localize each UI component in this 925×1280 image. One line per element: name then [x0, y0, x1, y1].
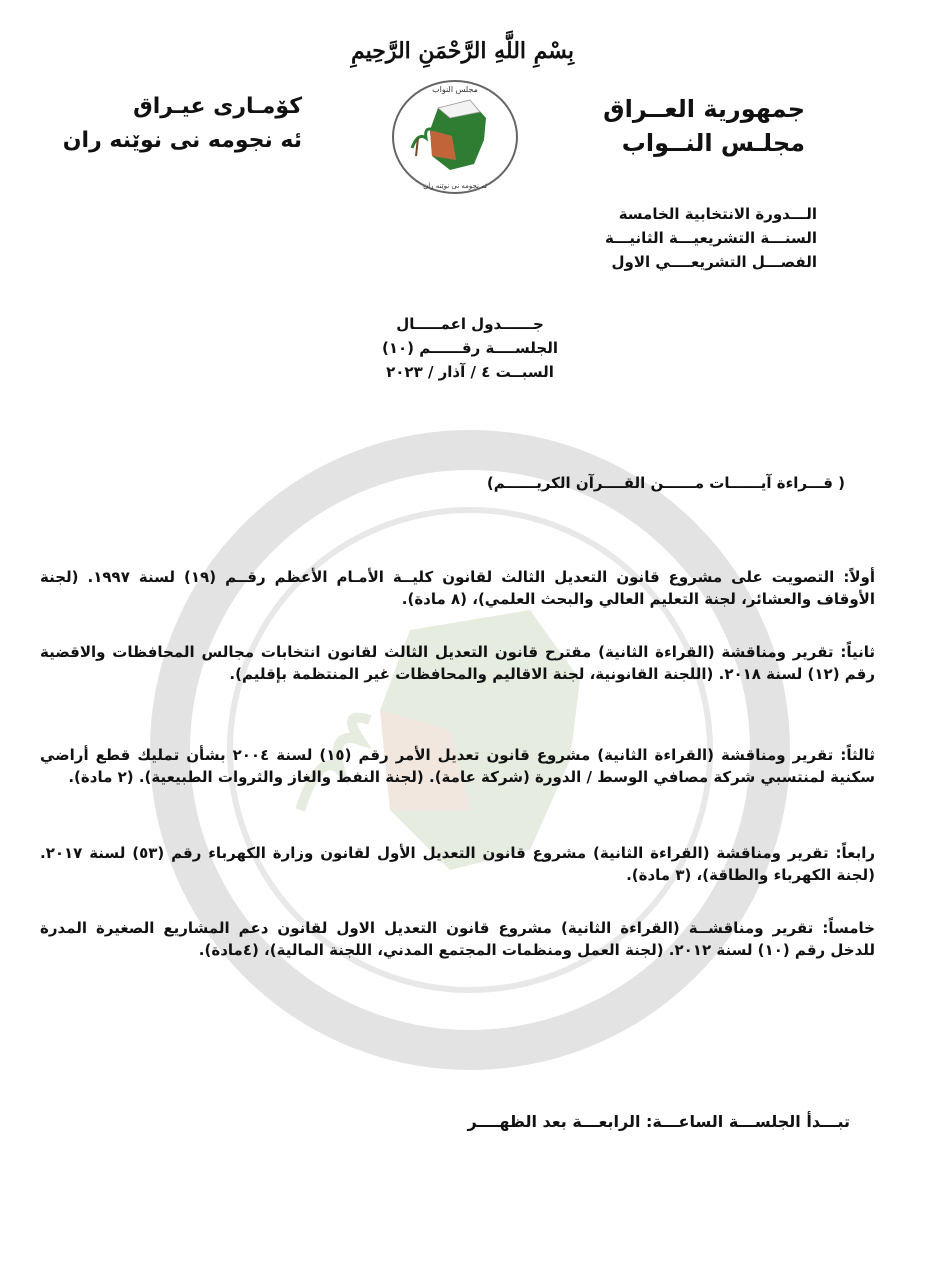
agenda-item-text: التصويت على مشروع قانون التعديل الثالث لقانون كليــة الأمـام الأعظم رقــم (١٩) لسنة ١٩٩٧. (لجنة الأوقاف والعشائر، لجنة التعليم العالي والبحث العلمي)، (٨ مادة).	[40, 568, 875, 608]
header-kurdish	[62, 90, 302, 158]
parliament-logo-icon	[390, 78, 520, 196]
header-kurdish-council: ئه نجومه نی نوێنه ران	[62, 128, 302, 153]
agenda-heading	[300, 312, 640, 384]
agenda-item-label: ثالثاً:	[840, 746, 875, 764]
logo-bottom-text: ئه نجومه نی نوێنه ران	[423, 182, 487, 190]
agenda-item-label: رابعاً:	[835, 844, 875, 862]
agenda-item-text: تقرير ومناقشة (القراءة الثانية) مقترح قانون التعديل الثالث لقانون انتخابات مجالس المحافظات والاقضية رقم (١٢) لسنة ٢٠١٨. (اللجنة القانونية، لجنة الاقاليم والمحافظات غير المنتظمة بإقليم).	[40, 643, 875, 683]
electoral-cycle: الـــدورة الانتخابية الخامسة	[618, 205, 817, 223]
session-info	[605, 202, 817, 274]
logo-top-text: مجلس النواب	[432, 85, 478, 94]
agenda-session-number: الجلســــة رقــــــم (١٠)	[381, 339, 559, 357]
agenda-title: جــــــدول اعمـــــال	[396, 315, 544, 333]
agenda-item-3	[40, 744, 875, 788]
header-arabic	[603, 92, 805, 160]
basmala: بِسْمِ اللَّهِ الرَّحْمَنِ الرَّحِيمِ	[350, 38, 575, 64]
header-council: مجلـس النــواب	[621, 129, 805, 157]
agenda-item-text: تقرير ومناقشة (القراءة الثانية) مشروع قانون تعديل الأمر رقم (١٥) لسنة ٢٠٠٤ بشأن تمليك قطع أراضي سكنية لمنتسبي شركة مصافي الوسط / الدورة (شركة عامة). (لجنة النفط والغاز والثروات الطبيعية). (٢ مادة).	[40, 746, 875, 786]
agenda-item-text: تقرير ومناقشة (القراءة الثانية) مشروع قانون التعديل الأول لقانون وزارة الكهرباء رقم (٥٣) لسنة ٢٠١٧. (لجنة الكهرباء والطاقة)، (٣ مادة).	[40, 844, 875, 884]
agenda-item-label: أولاً:	[843, 568, 875, 586]
quran-recitation: ( قـــراءة آيــــــات مــــــن القــــرآن الكريــــــم)	[486, 474, 845, 492]
header-republic: جمهورية العــراق	[603, 95, 805, 123]
header-kurdish-republic: كۆمـاری عیـراق	[133, 94, 302, 119]
agenda-date: السبــت ٤ / آذار / ٢٠٢٣	[386, 363, 554, 381]
agenda-item-text: تقرير ومناقشــة (القراءة الثانية) مشروع قانون التعديل الاول لقانون دعم المشاريع الصغيرة المدرة للدخل رقم (١٠) لسنة ٢٠١٢. (لجنة العمل ومنظمات المجتمع المدني، اللجنة المالية)، (٤مادة).	[40, 919, 875, 959]
agenda-item-4	[40, 842, 875, 886]
agenda-item-label: خامساً:	[822, 919, 875, 937]
session-start-time: تبـــدأ الجلســـة الساعـــة: الرابعـــة بعد الظهــــر	[467, 1112, 850, 1131]
legislative-year: السنـــة التشريعيـــة الثانيـــة	[604, 229, 817, 247]
legislative-chapter: الفصـــل التشريعــــي الاول	[611, 253, 817, 271]
agenda-item-5	[40, 917, 875, 961]
agenda-item-1	[40, 566, 875, 610]
agenda-item-label: ثانياً:	[840, 643, 875, 661]
agenda-item-2	[40, 641, 875, 685]
